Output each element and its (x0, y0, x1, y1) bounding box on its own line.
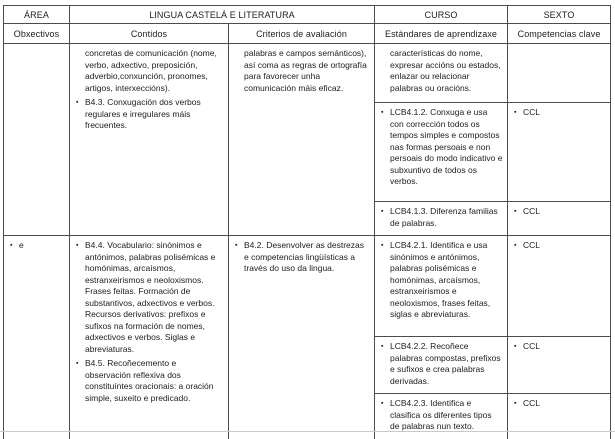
competencia-label: CCL (523, 240, 541, 250)
obxectivo-label: e (19, 240, 24, 250)
cell-competencia-g2r2 (508, 337, 611, 394)
header-curso: CURSO (375, 6, 508, 24)
cell-estandar-g2r2 (375, 337, 508, 394)
competencia-label: CCL (523, 341, 541, 351)
bullet-icon: ▪ (10, 242, 13, 249)
bullet-icon: ▪ (514, 109, 517, 116)
cell-competencia-g1r3 (508, 202, 611, 236)
list-item (381, 398, 503, 433)
list-item (235, 48, 370, 94)
list-item (76, 240, 224, 355)
list-item-text: concretas de comunicación (nome, verbo, adxectivo, preposición, adverbio,conxunción, pronomes, artigos, interxeccións). (85, 48, 217, 93)
list-item-text: LCB4.1.2. Conxuga e usa con corrección todos os tempos simples e compostos nas formas persoais e non persoais do modo indicativo e subxuntivo de todos os verbos. (390, 107, 503, 186)
list-item-text: B4.5. Recoñecemento e observación reflexiva dos constituíntes oracionais: a oración simple, suxeito e predicado. (85, 358, 214, 403)
list-item (514, 240, 606, 252)
cell-contidos-group1 (70, 44, 229, 236)
list-item-text: LCB4.2.3. Identifica e clasifica os diferentes tipos de palabras nun texto. (390, 398, 492, 431)
list-item-text: B4.3. Conxugación dos verbos regulares e irregulares máis frecuentes. (85, 97, 201, 130)
competencia-label: CCL (523, 107, 541, 117)
bullet-icon: ▪ (381, 242, 384, 249)
header-area: ÁREA (4, 6, 70, 24)
header-contidos: Contidos (70, 24, 229, 44)
curriculum-table (3, 5, 611, 439)
bullet-icon: ▪ (381, 109, 384, 116)
list-item (514, 107, 606, 119)
cell-contidos-group2 (70, 236, 229, 439)
bullet-icon: ▪ (76, 360, 79, 367)
cell-obxectivos-group2 (4, 236, 70, 439)
bullet-icon: ▪ (381, 343, 384, 350)
list-item (76, 48, 224, 94)
header-subject: LINGUA CASTELÁ E LITERATURA (70, 6, 375, 24)
header-estandares: Estándares de aprendizaxe (375, 24, 508, 44)
list-item-text: B4.2. Desenvolver as destrezas e competencias lingüísticas a través do uso da lingua. (244, 240, 365, 273)
bullet-icon: ▪ (514, 400, 517, 407)
list-item (381, 107, 503, 188)
list-item (381, 206, 503, 229)
header-sexto: SEXTO (508, 6, 611, 24)
cell-competencia-g1r1 (508, 44, 611, 103)
list-item (235, 240, 370, 275)
bullet-icon: ▪ (514, 343, 517, 350)
header-obxectivos: Obxectivos (4, 24, 70, 44)
bullet-icon: ▪ (235, 242, 238, 249)
list-item-text: LCB4.1.3. Diferenza familias de palabras. (390, 206, 498, 228)
cell-estandar-g2r1 (375, 236, 508, 337)
bullet-icon: ▪ (514, 208, 517, 215)
list-item (10, 240, 65, 252)
list-item (514, 341, 606, 353)
cell-criterios-group1 (229, 44, 375, 236)
list-item-text: palabras e campos semánticos), así coma as regras de ortografía para favorecer unha comunicación máis eficaz. (244, 48, 367, 93)
page-divider-line (0, 431, 615, 432)
list-item (381, 240, 503, 321)
cell-competencia-g2r1 (508, 236, 611, 337)
list-item-text: LCB4.2.2. Recoñece palabras compostas, prefixos e sufixos e crea palabras derivadas. (390, 341, 501, 386)
cell-criterios-group2 (229, 236, 375, 439)
list-item-text: LCB4.2.1. Identifica e usa sinónimos e antónimos, palabras polisémicas e homónimas, arcaísmos, estranxeirismos e neoloxismos, frases feitas, siglas e abreviaturas. (390, 240, 491, 319)
list-item (381, 48, 503, 94)
list-item (381, 341, 503, 387)
cell-estandar-g2r3 (375, 394, 508, 439)
list-item (514, 398, 606, 410)
list-item (76, 358, 224, 404)
competencia-label: CCL (523, 206, 541, 216)
cell-competencia-g1r2 (508, 103, 611, 202)
bullet-icon: ▪ (381, 400, 384, 407)
bullet-icon: ▪ (514, 242, 517, 249)
list-item (514, 206, 606, 218)
list-item (76, 97, 224, 132)
cell-estandar-g1r3 (375, 202, 508, 236)
bullet-icon: ▪ (381, 208, 384, 215)
header-criterios: Criterios de avaliación (229, 24, 375, 44)
bullet-icon: ▪ (76, 242, 79, 249)
competencia-label: CCL (523, 398, 541, 408)
cell-competencia-g2r3 (508, 394, 611, 439)
list-item-text: B4.4. Vocabulario: sinónimos e antónimos, palabras polisémicas e homónimas, arcaísmos, estranxeirismos e neoloxismos. Frases feitas. Formación de substantivos, adxectivos e verbos. Recursos derivativos: prefixos e sufixos na formación de nomes, adxectivos e verbos. Siglas e abreviaturas. (85, 240, 216, 354)
cell-estandar-g1r2 (375, 103, 508, 202)
cell-estandar-g1r1 (375, 44, 508, 103)
cell-obxectivos-group1 (4, 44, 70, 236)
list-item-text: características do nome, expresar accións ou estados, enlazar ou relacionar palabras ou oracións. (390, 48, 501, 93)
header-competencias: Competencias clave (508, 24, 611, 44)
bullet-icon: ▪ (76, 99, 79, 106)
